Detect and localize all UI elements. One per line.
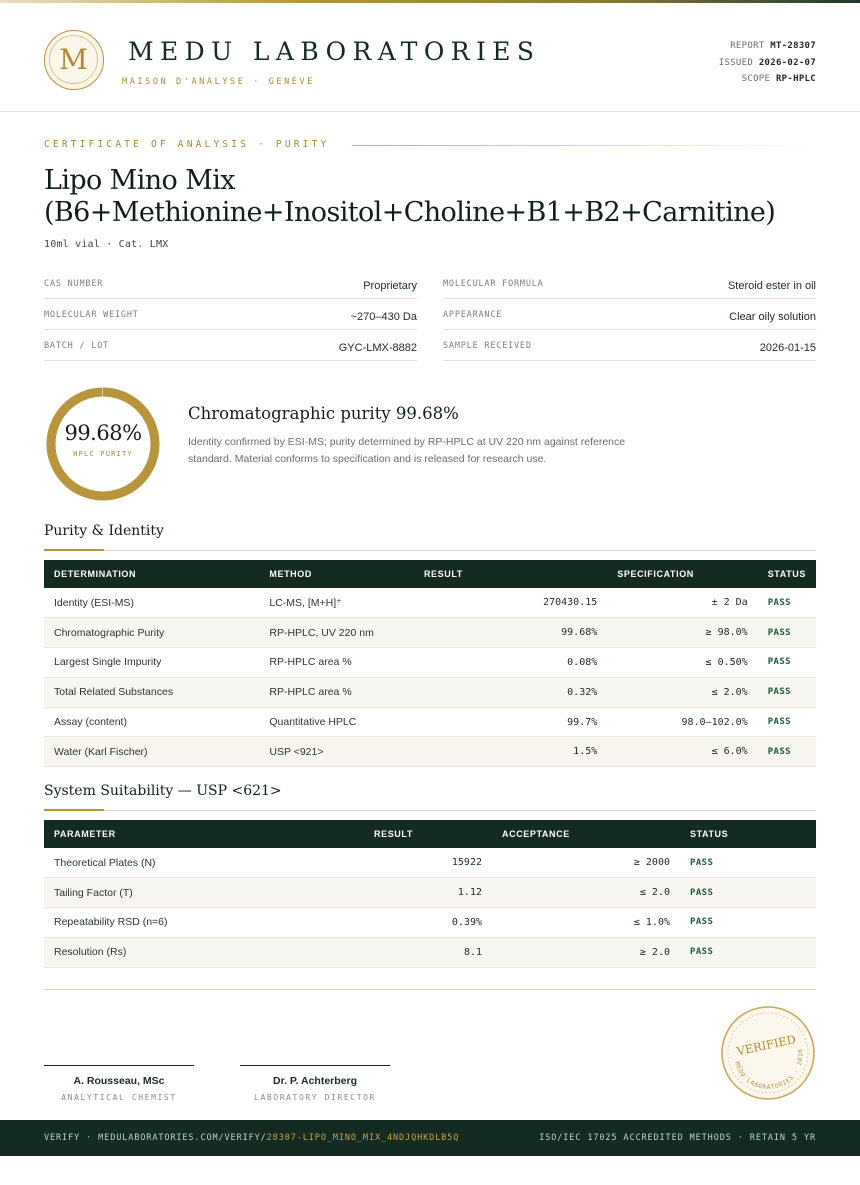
property-value: 2026-01-15 [759, 342, 816, 354]
table-cell: Chromatographic Purity [44, 618, 259, 648]
report-number: REPORT MT-28307 [730, 41, 816, 51]
table-cell: 8.1 [364, 937, 492, 967]
signature-chemist [44, 1065, 194, 1102]
table-cell: ≤ 2.0 [492, 878, 680, 908]
column-header: RESULT [423, 569, 463, 579]
table-cell: Repeatability RSD (n=6) [44, 908, 364, 938]
column-header: METHOD [269, 569, 312, 579]
column-header: SPECIFICATION [617, 569, 694, 579]
section-rule [44, 550, 816, 551]
property-row [443, 268, 816, 299]
status-badge: PASS [758, 588, 816, 618]
table-row [44, 937, 816, 967]
table-row [44, 878, 816, 908]
property-key: MOLECULAR WEIGHT [44, 310, 139, 320]
scope: SCOPE RP-HPLC [741, 74, 816, 84]
purity-gauge-label: HPLC PURITY [73, 450, 133, 458]
column-header: ACCEPTANCE [502, 829, 570, 839]
table-cell: Assay (content) [44, 707, 259, 737]
content-end-rule [44, 989, 816, 990]
table-cell: 1.5% [414, 737, 607, 767]
signature-director [240, 1065, 390, 1102]
verify-code[interactable]: 28307-LIPO_MINO_MIX_4NDJQHKDLB5Q [266, 1133, 460, 1143]
section-accent [44, 809, 104, 811]
table-cell: ≤ 2.0% [607, 677, 757, 707]
verified-seal [720, 1005, 816, 1101]
table-cell: ± 2 Da [607, 588, 757, 618]
status-badge: PASS [758, 648, 816, 678]
purity-value: 99.68% [64, 421, 142, 445]
property-row [44, 268, 417, 299]
column-header: PARAMETER [54, 829, 116, 839]
table-cell: Resolution (Rs) [44, 937, 364, 967]
signatory-name: Dr. P. Achterberg [272, 1075, 358, 1087]
section-title-purity-identity: Purity & Identity [44, 523, 164, 539]
table-cell: 0.39% [364, 908, 492, 938]
table-cell: USP <921> [259, 737, 414, 767]
section-accent [44, 549, 104, 551]
table-cell: ≥ 2000 [492, 848, 680, 878]
purity-description: Identity confirmed by ESI-MS; purity determined by RP-HPLC at UV 220 nm against reference standard. Material conforms to specification and is released for research use. [188, 436, 626, 465]
column-header: RESULT [374, 829, 413, 839]
table-cell: Theoretical Plates (N) [44, 848, 364, 878]
table-row [44, 618, 816, 648]
column-header: DETERMINATION [54, 569, 137, 579]
system-suitability-table [44, 820, 816, 968]
table-cell: Largest Single Impurity [44, 648, 259, 678]
table-cell: RP-HPLC area % [259, 648, 414, 678]
purity-gauge [44, 385, 162, 503]
table-cell: 0.08% [414, 648, 607, 678]
brand-subtitle: MAISON D'ANALYSE · GENÈVE [122, 77, 315, 87]
property-value: ~270–430 Da [350, 311, 417, 323]
table-cell: ≥ 2.0 [492, 937, 680, 967]
property-row [44, 330, 417, 361]
signatory-name: A. Rousseau, MSc [73, 1075, 165, 1087]
table-cell: 99.7% [414, 707, 607, 737]
logo-letter: M [59, 43, 88, 76]
property-value: Clear oily solution [729, 311, 816, 323]
certificate-label: CERTIFICATE OF ANALYSIS · PURITY [44, 139, 330, 150]
table-row [44, 648, 816, 678]
property-value: Steroid ester in oil [727, 280, 816, 292]
table-cell: ≤ 0.50% [607, 648, 757, 678]
footer [0, 1120, 860, 1156]
table-cell: RP-HPLC, UV 220 nm [259, 618, 414, 648]
property-row [443, 330, 816, 361]
seal-ring-text: MEDU LABORATORIES · 2026 [733, 1047, 805, 1091]
accreditation-note: ISO/IEC 17025 ACCREDITED METHODS · RETAIN 5 YR [539, 1133, 816, 1143]
seal-main-text: VERIFIED [735, 1032, 798, 1059]
table-cell: 15922 [364, 848, 492, 878]
report-meta [719, 38, 816, 88]
signature-line [44, 1065, 194, 1066]
signatory-role: ANALYTICAL CHEMIST [61, 1093, 177, 1102]
signatory-role: LABORATORY DIRECTOR [254, 1093, 376, 1102]
certificate-divider [352, 145, 816, 146]
property-value: GYC-LMX-8882 [338, 342, 417, 354]
property-key: APPEARANCE [443, 310, 503, 320]
table-cell: 1.12 [364, 878, 492, 908]
product-subline: 10ml vial · Cat. LMX [44, 239, 169, 250]
status-badge: PASS [758, 618, 816, 648]
table-cell: Total Related Substances [44, 677, 259, 707]
purity-heading: Chromatographic purity 99.68% [188, 404, 459, 423]
status-badge: PASS [680, 878, 816, 908]
table-cell: ≤ 6.0% [607, 737, 757, 767]
status-badge: PASS [758, 677, 816, 707]
property-key: SAMPLE RECEIVED [443, 341, 532, 351]
signature-line [240, 1065, 390, 1066]
section-rule [44, 810, 816, 811]
table-cell: 0.32% [414, 677, 607, 707]
status-badge: PASS [680, 908, 816, 938]
table-cell: 98.0–102.0% [607, 707, 757, 737]
header [0, 3, 860, 112]
property-key: MOLECULAR FORMULA [443, 279, 544, 289]
seal-graphic [720, 1005, 816, 1101]
status-badge: PASS [680, 937, 816, 967]
verify-url[interactable]: VERIFY · MEDULABORATORIES.COM/VERIFY/28307-LIPO_MINO_MIX_4NDJQHKDLB5Q [44, 1133, 460, 1143]
column-header: STATUS [767, 569, 806, 579]
table-header-row [44, 560, 816, 588]
brand-name: MEDU LABORATORIES [128, 37, 541, 66]
table-row [44, 737, 816, 767]
table-cell: 99.68% [414, 618, 607, 648]
status-badge: PASS [758, 707, 816, 737]
property-row [44, 299, 417, 330]
column-header: STATUS [690, 829, 729, 839]
status-badge: PASS [680, 848, 816, 878]
section-title-system-suitability: System Suitability — USP <621> [44, 783, 282, 799]
table-cell: ≤ 1.0% [492, 908, 680, 938]
table-row [44, 677, 816, 707]
property-value: Proprietary [363, 280, 417, 292]
table-cell: Water (Karl Fischer) [44, 737, 259, 767]
property-key: BATCH / LOT [44, 341, 110, 351]
issued-date: ISSUED 2026-02-07 [718, 57, 816, 68]
property-row [443, 299, 816, 330]
status-badge: PASS [758, 737, 816, 767]
table-row [44, 588, 816, 618]
table-cell: LC-MS, [M+H]⁺ [259, 588, 414, 618]
property-key: CAS NUMBER [44, 279, 104, 289]
logo-emblem [44, 30, 104, 90]
purity-identity-table [44, 560, 816, 767]
product-title: Lipo Mino Mix (B6+Methionine+Inositol+Choline+B1+B2+Carnitine) [44, 165, 776, 228]
table-cell: ≥ 98.0% [607, 618, 757, 648]
table-cell: RP-HPLC area % [259, 677, 414, 707]
table-row [44, 848, 816, 878]
table-header-row [44, 820, 816, 848]
table-cell: Identity (ESI-MS) [44, 588, 259, 618]
table-row [44, 908, 816, 938]
table-cell: 270430.15 [414, 588, 607, 618]
table-cell: Tailing Factor (T) [44, 878, 364, 908]
table-cell: Quantitative HPLC [259, 707, 414, 737]
table-row [44, 707, 816, 737]
